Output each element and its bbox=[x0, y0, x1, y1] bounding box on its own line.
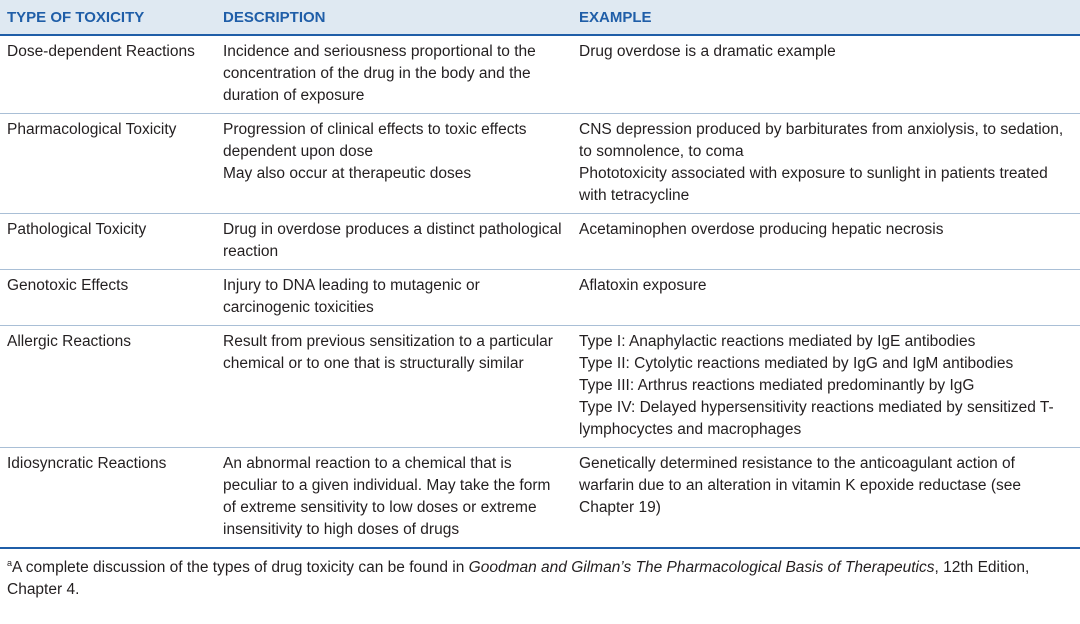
example-line: Drug overdose is a dramatic example bbox=[579, 43, 836, 60]
cell-example bbox=[572, 114, 1080, 214]
cell-description bbox=[216, 214, 572, 270]
table-header bbox=[0, 0, 1080, 35]
example-line: Type IV: Delayed hypersensitivity reactions mediated by sensitized T-lymphocyctes and macrophages bbox=[579, 399, 1054, 438]
cell-type-of-toxicity: Pathological Toxicity bbox=[0, 214, 216, 270]
example-line: Type I: Anaphylactic reactions mediated by IgE antibodies bbox=[579, 333, 976, 350]
cell-description bbox=[216, 326, 572, 448]
header-row bbox=[0, 0, 1080, 35]
cell-example bbox=[572, 214, 1080, 270]
cell-description bbox=[216, 270, 572, 326]
example-line: Type III: Arthrus reactions mediated predominantly by IgG bbox=[579, 377, 975, 394]
footnote-book-title: Goodman and Gilman’s The Pharmacological Basis of Therapeutics bbox=[468, 559, 935, 576]
table-row bbox=[0, 114, 1080, 214]
header-type-of-toxicity: TYPE OF TOXICITY bbox=[0, 0, 216, 35]
table-body bbox=[0, 35, 1080, 548]
example-line: Type II: Cytolytic reactions mediated by IgG and IgM antibodies bbox=[579, 355, 1014, 372]
description-line: Drug in overdose produces a distinct pathological reaction bbox=[223, 221, 562, 260]
table-row bbox=[0, 214, 1080, 270]
footnote-text-before: A complete discussion of the types of drug toxicity can be found in bbox=[12, 559, 469, 576]
table-row bbox=[0, 270, 1080, 326]
description-line: Progression of clinical effects to toxic effects dependent upon dose bbox=[223, 121, 527, 160]
cell-type-of-toxicity: Pharmacological Toxicity bbox=[0, 114, 216, 214]
cell-description bbox=[216, 35, 572, 114]
cell-type-of-toxicity: Dose-dependent Reactions bbox=[0, 35, 216, 114]
cell-example bbox=[572, 35, 1080, 114]
cell-example bbox=[572, 326, 1080, 448]
example-line: Phototoxicity associated with exposure to sunlight in patients treated with tetracycline bbox=[579, 165, 1048, 204]
description-line: Result from previous sensitization to a particular chemical or to one that is structurally similar bbox=[223, 333, 553, 372]
cell-type-of-toxicity: Allergic Reactions bbox=[0, 326, 216, 448]
footnote-marker: a bbox=[7, 557, 13, 568]
cell-description bbox=[216, 448, 572, 549]
example-line: Genetically determined resistance to the anticoagulant action of warfarin due to an alteration in vitamin K epoxide reductase (see Chapter 19) bbox=[579, 455, 1021, 516]
footnote bbox=[0, 549, 1080, 601]
header-example: EXAMPLE bbox=[572, 0, 1080, 35]
footnote-text-after: , 12th Edition, Chapter 4. bbox=[7, 559, 1030, 598]
description-line: May also occur at therapeutic doses bbox=[223, 165, 472, 182]
table-row bbox=[0, 326, 1080, 448]
description-line: Incidence and seriousness proportional to the concentration of the drug in the body and the duration of exposure bbox=[223, 43, 536, 104]
cell-example bbox=[572, 270, 1080, 326]
table-row bbox=[0, 448, 1080, 549]
description-line: An abnormal reaction to a chemical that is peculiar to a given individual. May take the form of extreme sensitivity to low doses or extreme insensitivity to high doses of drugs bbox=[223, 455, 551, 538]
cell-example bbox=[572, 448, 1080, 549]
cell-type-of-toxicity: Idiosyncratic Reactions bbox=[0, 448, 216, 549]
example-line: CNS depression produced by barbiturates from anxiolysis, to sedation, to somnolence, to coma bbox=[579, 121, 1064, 160]
header-description: DESCRIPTION bbox=[216, 0, 572, 35]
cell-type-of-toxicity: Genotoxic Effects bbox=[0, 270, 216, 326]
description-line: Injury to DNA leading to mutagenic or carcinogenic toxicities bbox=[223, 277, 480, 316]
table-row bbox=[0, 35, 1080, 114]
example-line: Aflatoxin exposure bbox=[579, 277, 707, 294]
cell-description bbox=[216, 114, 572, 214]
example-line: Acetaminophen overdose producing hepatic necrosis bbox=[579, 221, 944, 238]
